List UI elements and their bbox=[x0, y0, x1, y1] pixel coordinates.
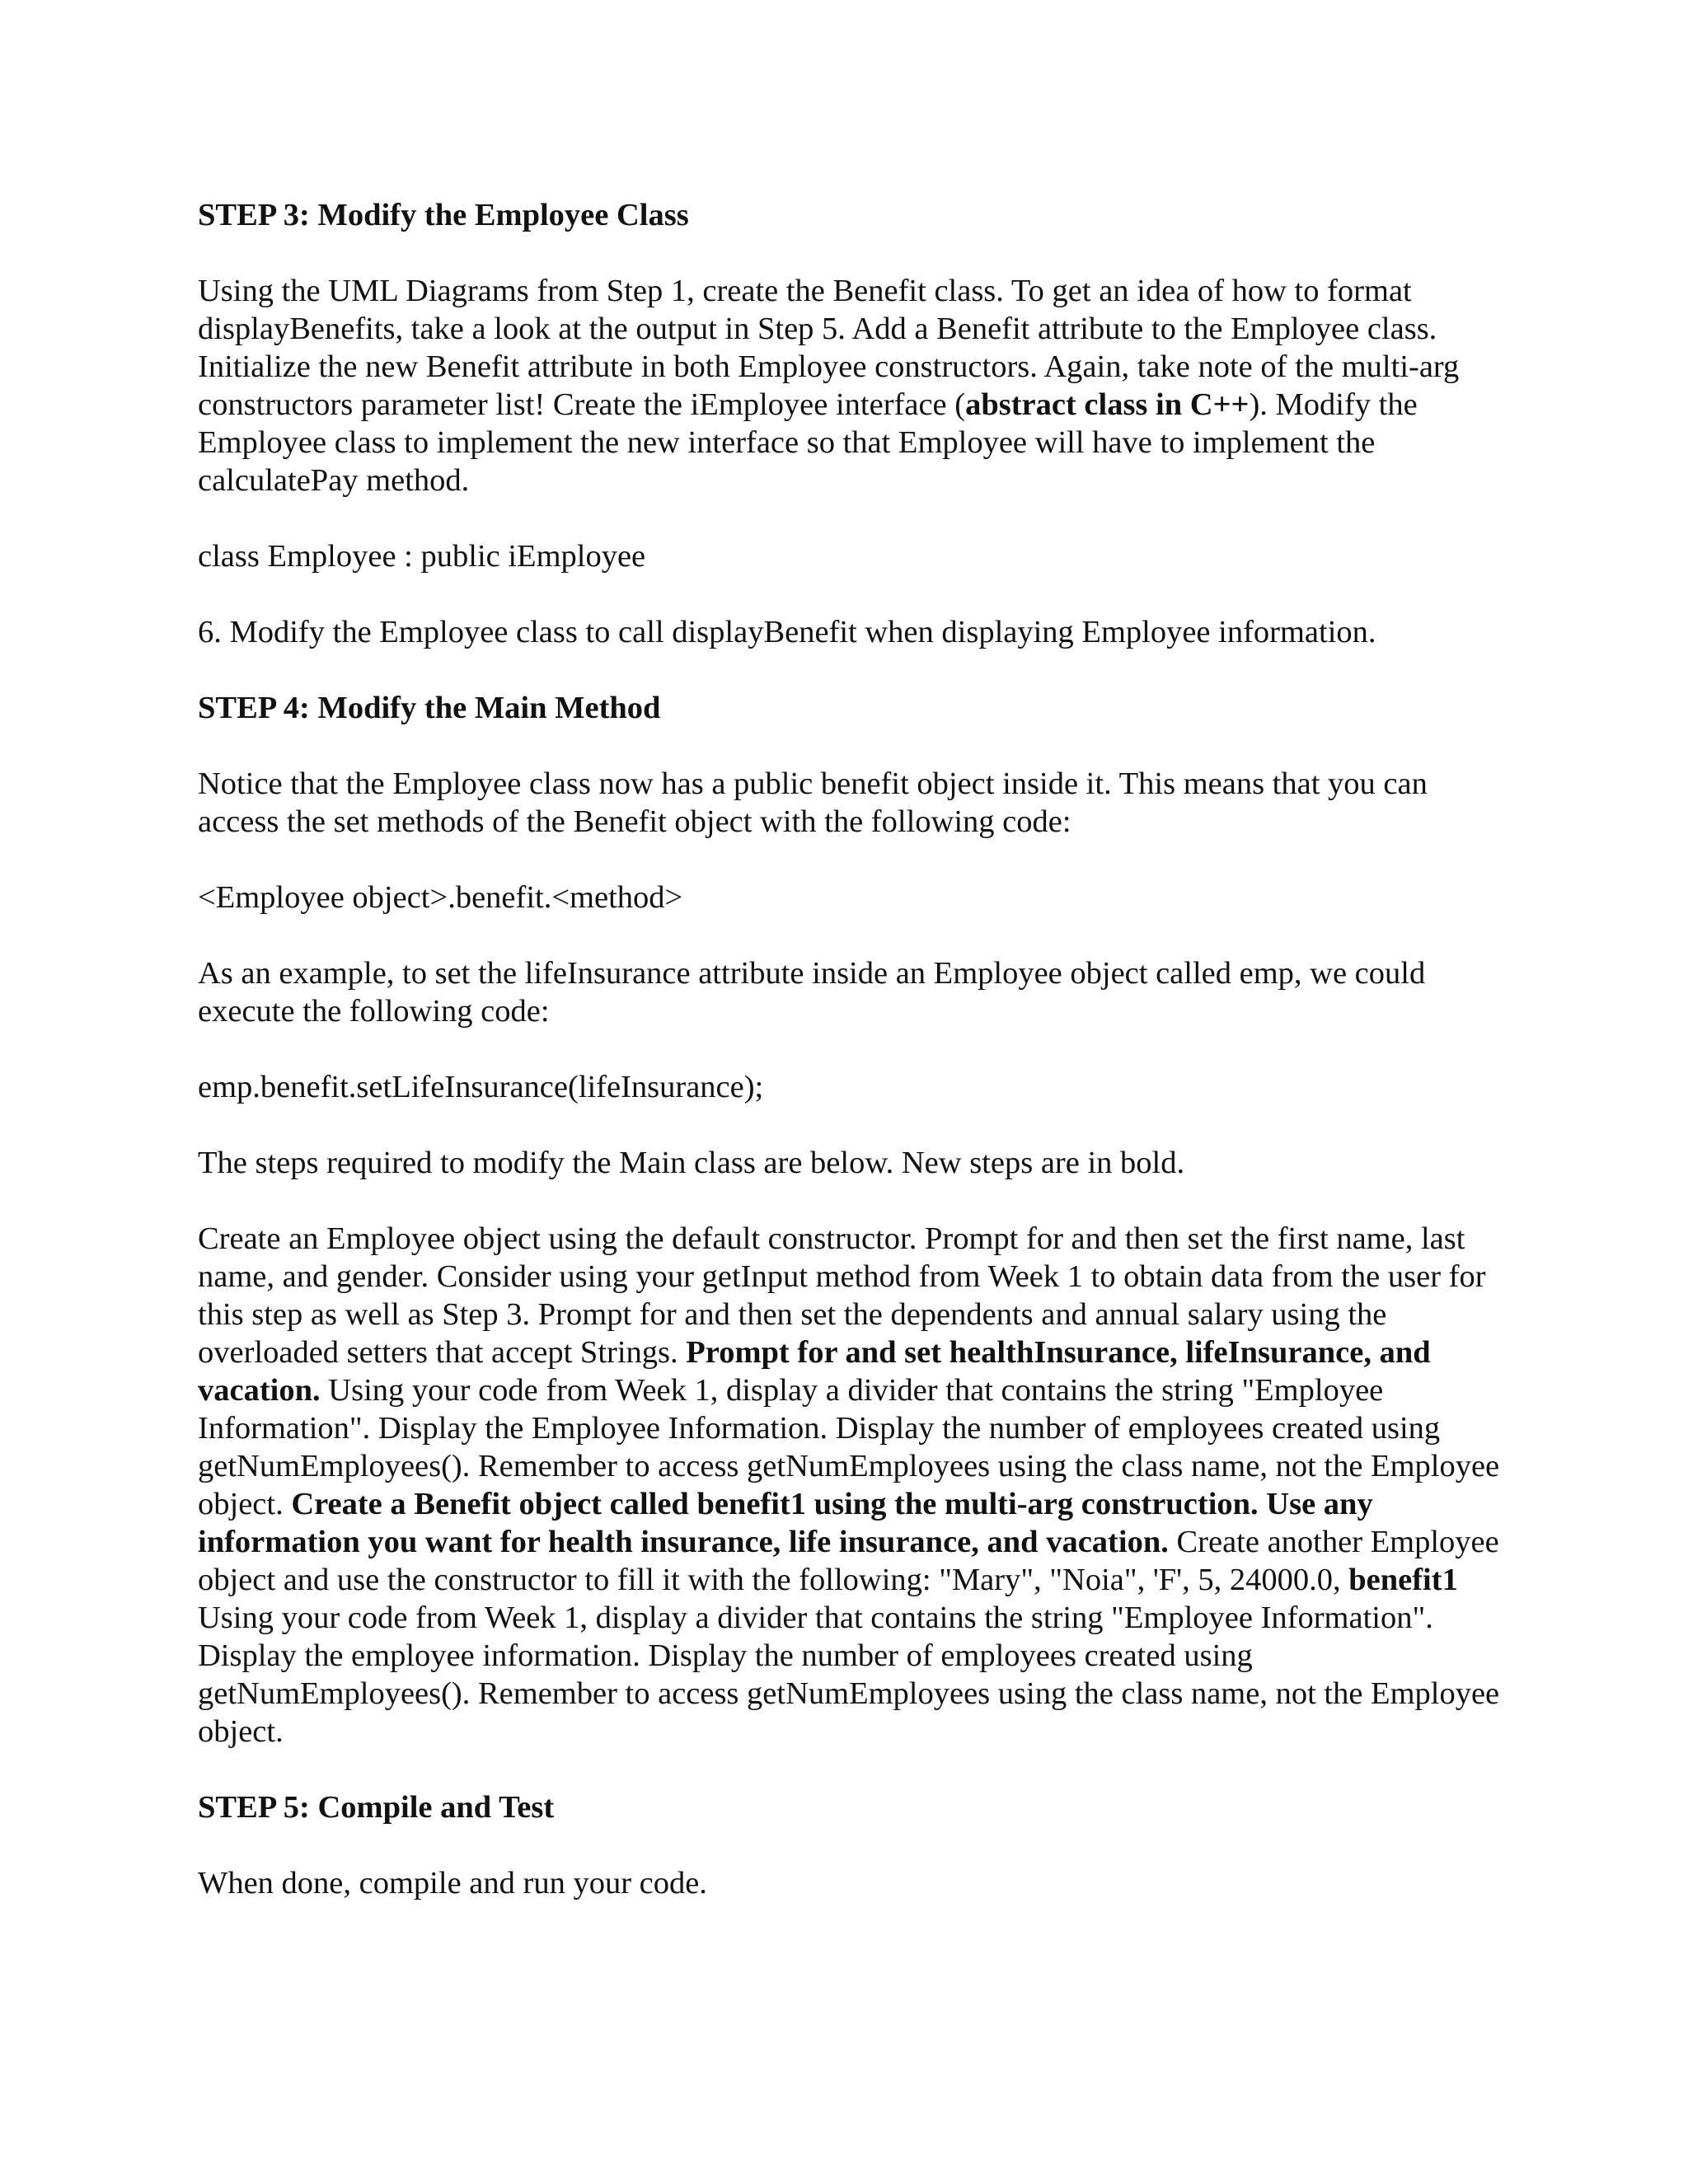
main-para-text-2: Using your code from Week 1, display a divider that contains the string "Employee Information". Display the Employee Information. Display the number of employees created using getNumEmployees(). Remember to access getNumEmployees using the class name, not the Employee object. bbox=[198, 1373, 1500, 1521]
step3-item-6: 6. Modify the Employee class to call displayBenefit when displaying Employee information. bbox=[198, 615, 1376, 649]
main-para-text-3: Create another Employee object and use the constructor to fill it with the following: "Mary", "Noia", 'F', 5, 24000.0, bbox=[198, 1525, 1499, 1597]
step3-code-line: class Employee : public iEmployee bbox=[198, 539, 646, 574]
step3-heading: STEP 3: Modify the Employee Class bbox=[198, 198, 689, 232]
main-para-bold-2: Create a Benefit object called benefit1 using the multi-arg construction. Use any information you want for health insurance, life insurance, and vacation. bbox=[198, 1487, 1373, 1559]
step5-heading: STEP 5: Compile and Test bbox=[198, 1790, 555, 1825]
main-para-bold-3: benefit1 bbox=[1348, 1563, 1458, 1597]
main-para-text-1: Create an Employee object using the default constructor. Prompt for and then set the first name, last name, and gender. Consider using your getInput method from Week 1 to obtain data from the user for this step as well as Step 3. Prompt for and then set the dependents and annual salary using the overloaded setters that accept Strings. bbox=[198, 1221, 1486, 1370]
step3-intro-text: Using the UML Diagrams from Step 1, create the Benefit class. To get an idea of how to format displayBenefits, take a look at the output in Step 5. Add a Benefit attribute to the Employee class. Initialize the new Benefit attribute in both Employee constructors. Again, take note of the multi-arg constructors parameter list! Create the iEmployee interface ( bbox=[198, 274, 1460, 422]
step3-intro-bold: abstract class in C++ bbox=[965, 387, 1250, 422]
step4-example-paragraph: As an example, to set the lifeInsurance attribute inside an Employee object called emp, we could execute the following code: bbox=[198, 956, 1426, 1029]
step4-code-line-2: emp.benefit.setLifeInsurance(lifeInsurance); bbox=[198, 1070, 764, 1104]
main-para-bold-1: Prompt for and set healthInsurance, lifeInsurance, and vacation. bbox=[198, 1335, 1431, 1408]
step4-code-line-1: <Employee object>.benefit.<method> bbox=[198, 880, 683, 915]
step4-steps-intro: The steps required to modify the Main class are below. New steps are in bold. bbox=[198, 1146, 1185, 1180]
main-para-text-4: Using your code from Week 1, display a divider that contains the string "Employee Information". Display the employee information. Display the number of employees created using getNumEmployees(). Remember to access getNumEmployees using the class name, not the Employee object. bbox=[198, 1601, 1500, 1749]
step3-intro-text-end: ). Modify the Employee class to implement the new interface so that Employee will have to implement the calculatePay method. bbox=[198, 387, 1418, 498]
step5-text: When done, compile and run your code. bbox=[198, 1866, 707, 1900]
step4-main-paragraph bbox=[198, 1220, 1500, 1750]
step4-heading: STEP 4: Modify the Main Method bbox=[198, 691, 661, 725]
step4-notice-paragraph: Notice that the Employee class now has a public benefit object inside it. This means that you can access the set methods of the Benefit object with the following code: bbox=[198, 766, 1428, 839]
document-page bbox=[198, 196, 1500, 1902]
step3-intro-paragraph bbox=[198, 272, 1500, 499]
